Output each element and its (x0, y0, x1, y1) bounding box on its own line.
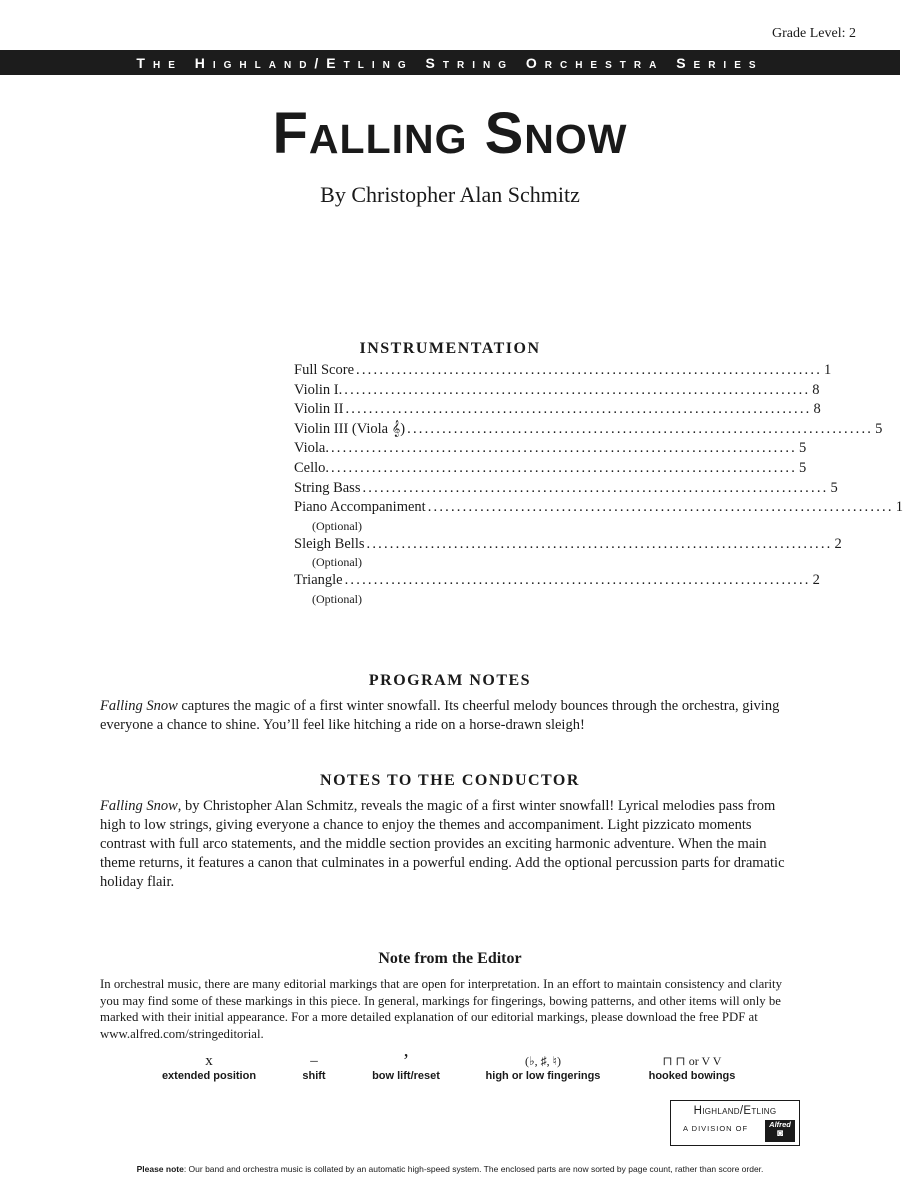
footnote (0, 1164, 900, 1174)
series-title: The Highland/Etling String Orchestra Series (136, 54, 764, 71)
instrument-row (294, 499, 903, 519)
instrument-quantity: 5 (798, 440, 807, 457)
dot-leader: ................................................................................ (331, 459, 798, 476)
dot-leader: ................................................................................ (362, 479, 829, 496)
dot-leader: ................................................................................ (407, 420, 874, 437)
instrument-name: String Bass (294, 479, 361, 496)
instrument-name: Sleigh Bells (294, 535, 365, 552)
instrument-row (294, 459, 807, 480)
instrument-quantity: 1 (824, 362, 832, 378)
marking-caption: bow lift/reset (372, 1070, 440, 1082)
conductor-notes-heading: NOTES TO THE CONDUCTOR (320, 772, 580, 789)
instrument-row (294, 572, 820, 592)
marking-hooked-bowings (636, 1052, 748, 1082)
conductor-notes-title: Falling Snow (100, 798, 178, 814)
publisher-division: A DIVISION OF (683, 1124, 749, 1133)
dot-leader: ................................................................................ (344, 572, 811, 589)
optional-note: (Optional) (312, 591, 362, 606)
instrument-quantity: 8 (812, 381, 820, 398)
marking-symbol: x (205, 1053, 213, 1069)
instrument-row (294, 401, 821, 421)
instrument-quantity: 5 (830, 479, 838, 496)
optional-note: (Optional) (312, 555, 362, 570)
editor-note-text: In orchestral music, there are many editorial markings that are open for interpretation. In an effort to maintain consistency and clarity you may find some of these markings in this piece. In general, markings for fingerings, bowing patterns, and other items will only be marked with their initial appearance. For a more detailed explanation of our editorial markings, please download the free PDF at www.alfred.com/stringeditorial. (100, 977, 783, 1041)
composer-credit: By Christopher Alan Schmitz (320, 182, 580, 207)
marking-bow-lift (360, 1052, 452, 1082)
dot-leader: ................................................................................ (427, 499, 894, 516)
instrument-quantity: 8 (813, 401, 821, 418)
instrument-name: Full Score (294, 362, 355, 378)
dot-leader: ................................................................................ (366, 535, 833, 552)
editorial-markings (0, 1052, 900, 1088)
conductor-notes-text (100, 797, 800, 892)
instrument-name: Triangle (294, 572, 343, 589)
conductor-notes-body: , by Christopher Alan Schmitz, reveals the magic of a first winter snowfall! Lyrical melodies pass from high to low strings, giving everyone a chance to enjoy the themes and accompaniment. Light pizzicato moments contrast with full arco statements, and the middle section provides an exciting harmonic adventure. When the main theme returns, it features a canon that culminates in a powerful ending. Add the optional percussion parts for dramatic holiday flair. (100, 798, 785, 890)
marking-caption: extended position (161, 1070, 257, 1082)
dot-leader: ................................................................................ (356, 362, 823, 378)
instrument-name: Viola. (294, 440, 329, 457)
marking-shift (284, 1052, 344, 1082)
marking-symbol: ’ (402, 1050, 410, 1072)
footnote-text: : Our band and orchestra music is collated by an automatic high-speed system. The enclosed parts are now sorted by page count, rather than score order. (183, 1164, 764, 1174)
instrument-quantity: 2 (812, 572, 820, 589)
instrumentation-heading: INSTRUMENTATION (359, 340, 541, 357)
instrument-row (294, 535, 842, 556)
marking-caption: shift (302, 1070, 326, 1082)
instrument-row (294, 381, 820, 402)
dot-leader: ................................................................................ (345, 401, 812, 418)
dot-leader: ................................................................................ (344, 381, 811, 398)
optional-note: (Optional) (312, 518, 362, 533)
instrument-row (294, 362, 832, 382)
instrument-row (294, 420, 883, 441)
program-notes-text (100, 697, 800, 735)
publisher-name: Highland/Etling (693, 1105, 777, 1117)
alfred-mark-icon: ◙ (776, 1128, 784, 1139)
marking-fingerings (478, 1052, 608, 1082)
instrumentation-list (294, 362, 903, 609)
publisher-logo (670, 1100, 800, 1146)
program-notes-heading: PROGRAM NOTES (368, 672, 532, 689)
instrument-quantity: 2 (834, 535, 842, 552)
instrument-row (294, 479, 838, 500)
alfred-badge (765, 1120, 795, 1142)
instrument-name: Cello. (294, 459, 330, 476)
footnote-label: Please note (136, 1164, 184, 1174)
editor-note-heading: Note from the Editor (378, 950, 522, 967)
alfred-label: Alfred (769, 1120, 791, 1129)
instrument-quantity: 5 (875, 420, 883, 437)
instrument-name: Violin I. (294, 381, 343, 398)
instrument-name: Violin III (Viola 𝄞) (294, 420, 406, 437)
marking-caption: high or low fingerings (485, 1070, 601, 1082)
piece-title: Falling Snow (272, 101, 628, 166)
instrument-name: Piano Accompaniment (294, 499, 426, 516)
instrument-name: Violin II (294, 401, 344, 418)
dot-leader: ................................................................................ (330, 440, 797, 457)
grade-level: Grade Level: 2 (772, 26, 856, 41)
instrument-quantity: 5 (799, 459, 807, 476)
marking-caption: hooked bowings (648, 1070, 736, 1082)
instrument-row (294, 440, 807, 460)
marking-extended-position (150, 1052, 268, 1082)
program-notes-body: captures the magic of a first winter snowfall. Its cheerful melody bounces through the orchestra, giving everyone a chance to shine. You’ll feel like hitching a ride on a horse-drawn sleigh! (100, 698, 780, 733)
marking-symbol: ⊓ ⊓ or V V (662, 1054, 722, 1068)
series-banner (0, 50, 900, 75)
marking-symbol: (♭, ♯, ♮) (525, 1054, 561, 1068)
marking-symbol: – (310, 1053, 318, 1069)
instrument-quantity: 1 (895, 499, 903, 516)
program-notes-title: Falling Snow (100, 698, 178, 714)
